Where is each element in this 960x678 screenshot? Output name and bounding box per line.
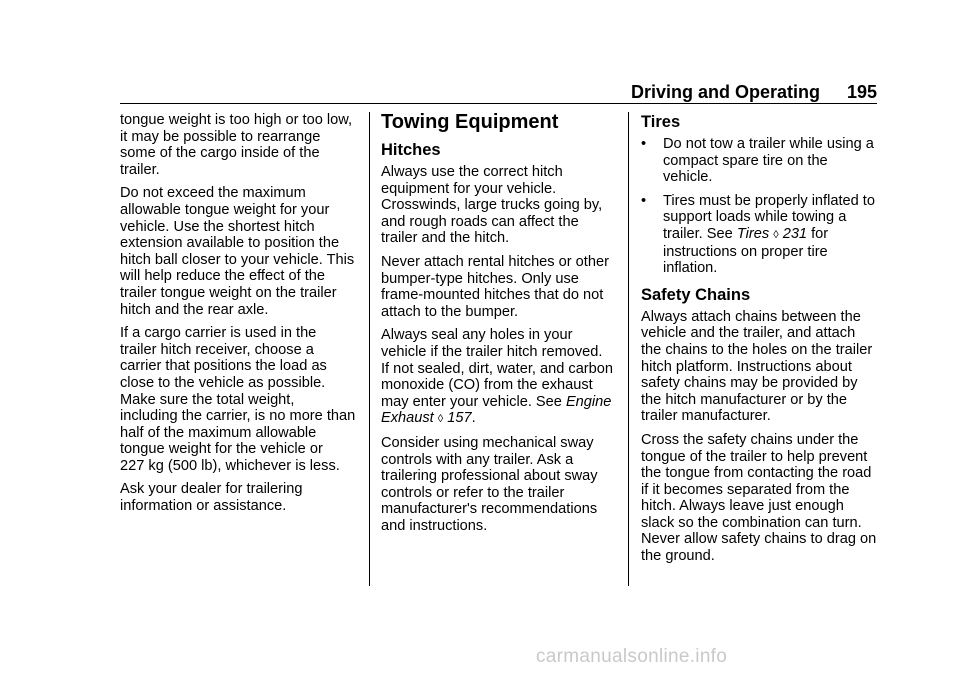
text-line: the hitch manufacturer or by the <box>641 391 848 408</box>
text-line: hitch ball closer to your vehicle. This <box>120 251 355 268</box>
text-line: vehicle and the trailer, and attach <box>641 325 856 342</box>
text-line: hitch. Always leave just enough <box>641 498 844 515</box>
text-line: hitch and the rear axle. <box>120 301 269 318</box>
text-line: Never attach rental hitches or other <box>381 253 609 270</box>
paragraph <box>381 435 613 535</box>
page-ref-icon: ◊ <box>773 228 779 241</box>
text-line: safety chains may be provided by <box>641 375 858 392</box>
text-line: Do not tow a trailer while using a <box>663 136 874 152</box>
paragraph <box>120 185 362 318</box>
text-line: it may be possible to rearrange <box>120 128 321 145</box>
text-line: tongue of the trailer to help prevent <box>641 448 868 465</box>
text-line: Make sure the total weight, <box>120 391 295 408</box>
text-line: instructions on proper tire <box>663 243 828 260</box>
page-number: 195 <box>846 82 877 102</box>
text-line: Tires must be properly inflated to <box>663 192 875 209</box>
text-segment: for <box>807 225 829 242</box>
text-line: attach to the bumper. <box>381 303 519 320</box>
text-line: including the carrier, is no more than <box>120 408 356 425</box>
section-title: Driving and Operating <box>631 82 821 102</box>
text-line: Never allow safety chains to drag on <box>641 531 877 548</box>
bullet-icon: • <box>641 192 647 209</box>
text-line: controls with any trailer. Ask a <box>381 451 574 468</box>
text-line: 227 kg (500 lb), whichever is less. <box>120 457 340 474</box>
text-line: If a cargo carrier is used in the <box>120 325 317 342</box>
text-line: extension available to position the <box>120 235 340 252</box>
text-line: Crosswinds, large trucks going by, <box>381 197 603 214</box>
paragraph <box>381 327 613 428</box>
text-line: Consider using mechanical sway <box>381 434 594 451</box>
text-line: controls or refer to the trailer <box>381 484 565 501</box>
text-line: slack so the combination can turn. <box>641 514 862 531</box>
text-line: Always attach chains between the <box>641 308 861 325</box>
text-line: carrier that positions the load as <box>120 358 327 375</box>
text-line: If not sealed, dirt, water, and carbon <box>381 360 614 377</box>
header-rule <box>120 103 877 104</box>
engine-exhaust-link[interactable]: Exhaust <box>381 410 434 427</box>
column-3 <box>641 112 881 572</box>
text-line: Do not exceed the maximum <box>120 185 306 202</box>
bullet-icon: • <box>641 136 647 152</box>
paragraph <box>381 164 613 247</box>
text-line: if it becomes separated from the <box>641 481 850 498</box>
text-line: trailer and the hitch. <box>381 230 510 247</box>
paragraph <box>120 325 362 474</box>
text-line: half of the maximum allowable <box>120 424 317 441</box>
text-line: trailer manufacturer. <box>641 408 771 425</box>
text-line: information or assistance. <box>120 498 287 515</box>
text-line: trailer hitch receiver, choose a <box>120 341 314 358</box>
paragraph <box>120 112 362 178</box>
column-2 <box>381 110 613 541</box>
text-line: bumper-type hitches. Only use <box>381 270 579 287</box>
text-line: and rough roads can affect the <box>381 213 579 230</box>
paragraph <box>381 254 613 320</box>
text-line: tongue weight is too high or too low, <box>120 112 353 128</box>
subsection-heading: Hitches <box>381 141 441 159</box>
list-item <box>641 136 881 186</box>
column-divider <box>628 112 629 586</box>
text-line: monoxide (CO) from the exhaust <box>381 377 593 394</box>
text-line: manufacturer's recommendations <box>381 501 598 518</box>
text-line <box>381 410 613 428</box>
text-line: close to the vehicle as possible. <box>120 374 326 391</box>
text-line: and instructions. <box>381 517 488 534</box>
text-line: Ask your dealer for trailering <box>120 481 303 498</box>
text-line: Always seal any holes in your <box>381 327 573 344</box>
page-ref-icon: ◊ <box>437 413 444 426</box>
page-ref-number[interactable]: 231 <box>782 225 808 242</box>
text-line: vehicle. Use the shortest hitch <box>120 218 315 235</box>
text-line <box>381 394 613 411</box>
text-line: Cross the safety chains under the <box>641 431 859 448</box>
text-line: compact spare tire on the <box>663 152 828 169</box>
text-line: allowable tongue weight for your <box>120 201 330 218</box>
text-line: hitch platform. Instructions about <box>641 358 852 375</box>
engine-exhaust-link[interactable]: Engine <box>565 393 612 410</box>
text-line: frame-mounted hitches that do not <box>381 287 604 304</box>
page-ref-number[interactable]: 157 <box>447 410 472 427</box>
text-segment: . <box>471 410 476 427</box>
column-divider <box>369 112 370 586</box>
text-line: trailering professional about sway <box>381 468 598 485</box>
text-line: Always use the correct hitch <box>381 164 563 180</box>
text-line: vehicle. <box>663 169 713 186</box>
subsection-heading: Tires <box>641 113 681 131</box>
subsection-heading: Safety Chains <box>641 285 751 304</box>
text-line: tongue weight for the vehicle or <box>120 441 323 458</box>
section-heading: Towing Equipment <box>381 111 559 133</box>
text-line: trailer tongue weight on the trailer <box>120 284 337 301</box>
tires-link[interactable]: Tires <box>736 225 770 242</box>
paragraph <box>641 432 881 565</box>
text-line: equipment for your vehicle. <box>381 180 557 197</box>
text-line: the ground. <box>641 548 715 565</box>
text-line: vehicle if the trailer hitch removed. <box>381 343 603 360</box>
text-line: support loads while towing a <box>663 209 847 226</box>
text-segment: may enter your vehicle. See <box>381 393 566 410</box>
text-line: inflation. <box>663 260 718 277</box>
text-line <box>663 226 881 244</box>
paragraph <box>641 309 881 425</box>
text-line: will help reduce the effect of the <box>120 268 325 285</box>
column-1 <box>120 112 362 522</box>
text-line: the tongue from contacting the road <box>641 465 872 482</box>
text-line: some of the cargo inside of the <box>120 145 320 162</box>
paragraph <box>120 481 362 514</box>
text-line: trailer. <box>120 161 160 178</box>
list-item <box>641 193 881 277</box>
text-line: the chains to the holes on the trailer <box>641 341 873 358</box>
text-segment: trailer. See <box>663 225 737 242</box>
watermark: carmanualsonline.info <box>536 646 728 667</box>
